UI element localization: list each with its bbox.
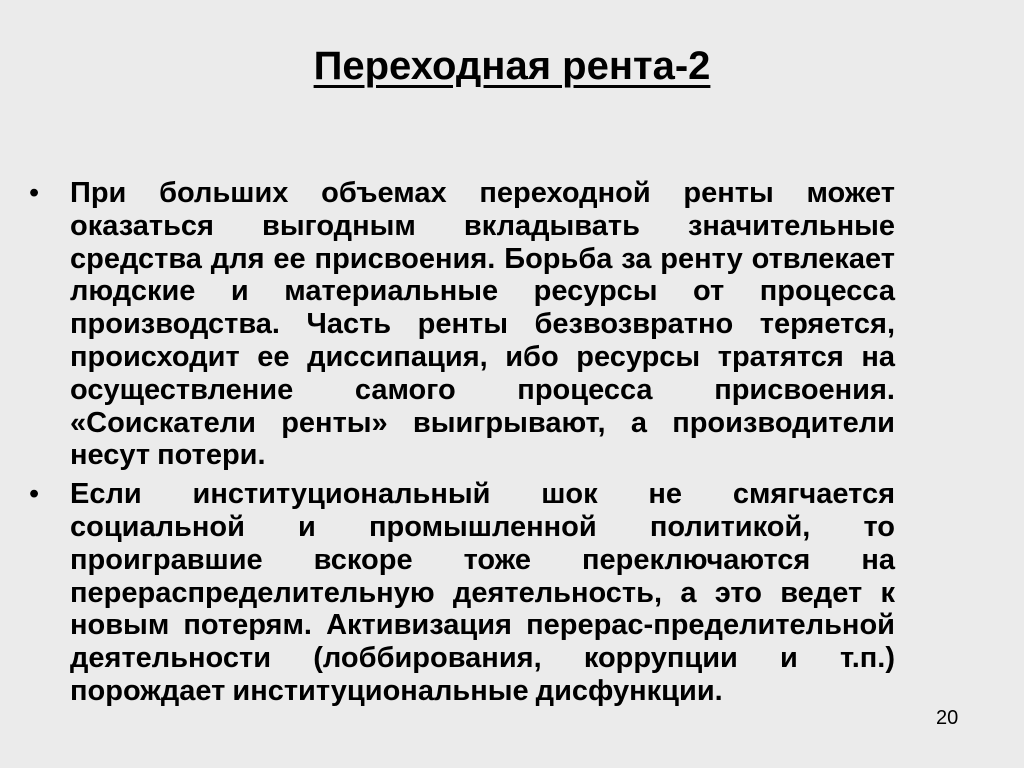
bullet-dot-icon: • (29, 478, 40, 511)
slide-title: Переходная рента-2 (313, 44, 711, 88)
page-number: 20 (936, 707, 959, 729)
bullet-list (0, 177, 1024, 714)
bullet-item-rent-seeking (0, 177, 1024, 472)
bullet-text: Если институциональный шок не смягчается социальной и промышленной политикой, то проигравшие вскоре тоже переключаются на перераспределительную деятельность, а это ведет к новым потерям. Активизация перерас-пределительной деятельности (лоббирования, коррупции и т.п.) порождает институциональные дисфункции. (70, 478, 895, 707)
bullet-dot-icon: • (29, 177, 40, 209)
bullet-item-institutional-shock (0, 478, 1024, 708)
bullet-text: При больших объемах переходной ренты может оказаться выгодным вкладывать значительные средства для ее присвоения. Борьба за ренту отвлекает людские и материальные ресурсы от процесса производства. Часть ренты безвозвратно теряется, происходит ее диссипация, ибо ресурсы тратятся на осуществление самого процесса присвоения. «Соискатели ренты» выигрывают, а производители несут потери. (70, 177, 895, 472)
